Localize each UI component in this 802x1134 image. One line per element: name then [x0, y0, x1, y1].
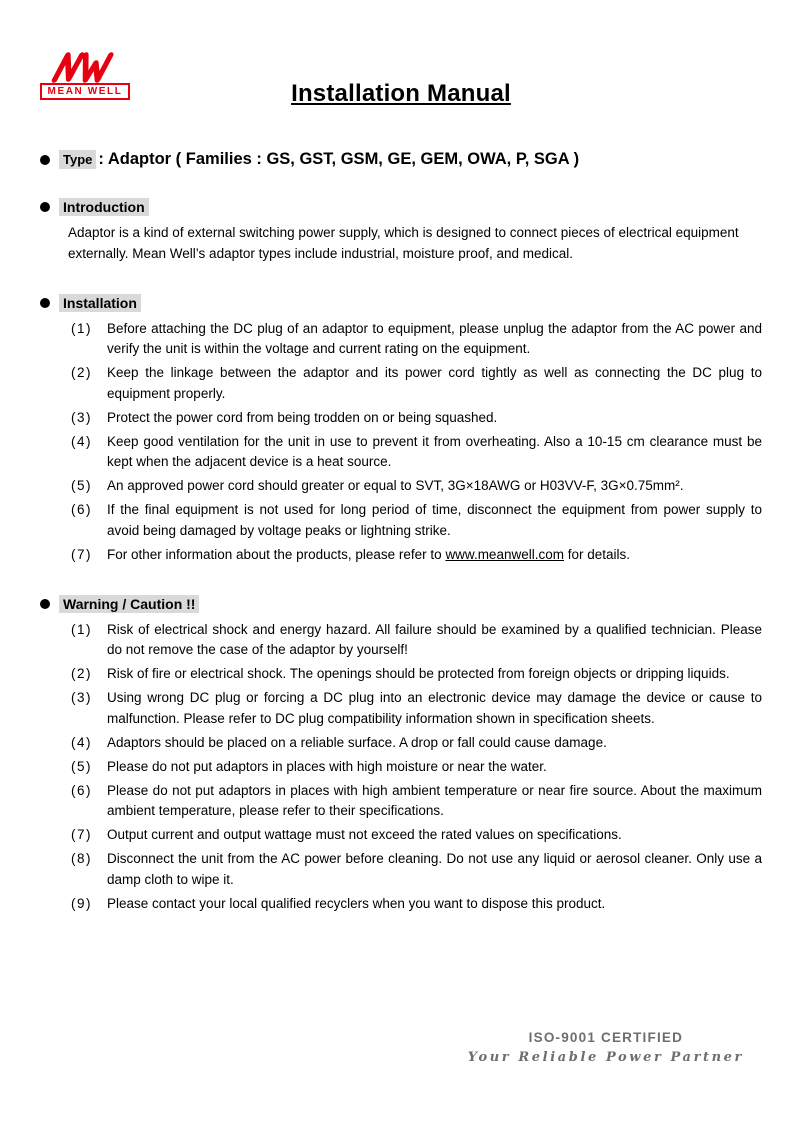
item-number: (8): [71, 851, 92, 867]
installation-heading-row: [40, 294, 762, 312]
list-item: [40, 688, 762, 729]
item-text-prefix: For other information about the products, please refer to: [107, 547, 446, 562]
list-item: [40, 476, 762, 497]
bullet-icon: [40, 202, 50, 212]
item-text: Risk of fire or electrical shock. The openings should be protected from foreign objects or dripping liquids.: [107, 666, 730, 682]
introduction-heading-row: [40, 198, 762, 216]
introduction-body: Adaptor is a kind of external switching power supply, which is designed to connect pieces of electrical equipment externally. Mean Well’s adaptor types include industrial, moisture proof, and medical.: [68, 225, 739, 261]
page-header: [0, 0, 802, 118]
page-footer: [468, 1030, 744, 1065]
item-text: An approved power cord should greater or equal to SVT, 3G×18AWG or H03VV-F, 3G×0.75mm².: [107, 478, 684, 494]
list-item: [40, 500, 762, 541]
item-number: (2): [71, 365, 92, 381]
list-item: [40, 733, 762, 754]
type-value: : Adaptor ( Families : GS, GST, GSM, GE, GEM, OWA, P, SGA ): [98, 150, 580, 168]
bullet-icon: [40, 599, 50, 609]
warning-heading: Warning / Caution !!: [59, 595, 199, 613]
item-text: Risk of electrical shock and energy hazard. All failure should be examined by a qualified technician. Please do not remove the case of the adaptor by yourself!: [107, 621, 762, 658]
installation-heading: Installation: [59, 294, 141, 312]
item-number: (7): [71, 547, 92, 562]
item-text: If the final equipment is not used for long period of time, disconnect the equipment from power supply to avoid being damaged by voltage peaks or lightning strike.: [107, 502, 762, 538]
list-item: [40, 757, 762, 778]
item-number: (5): [71, 758, 92, 774]
iso-certified-text: ISO-9001 CERTIFIED: [528, 1030, 684, 1045]
slogan-text: Your Reliable Power Partner: [467, 1050, 744, 1065]
list-item: [40, 849, 762, 890]
item-text: Before attaching the DC plug of an adaptor to equipment, please unplug the adaptor from the AC power and verify the unit is within the voltage and current rating on the equipment.: [107, 320, 762, 357]
list-item: [40, 363, 762, 404]
introduction-heading: Introduction: [59, 198, 149, 216]
item-number: (2): [71, 666, 92, 682]
bullet-icon: [40, 298, 50, 308]
list-item: [40, 781, 762, 822]
item-number: (9): [71, 895, 92, 911]
list-item: [40, 408, 762, 429]
item-text: Adaptors should be placed on a reliable surface. A drop or fall could cause damage.: [107, 734, 607, 750]
meanwell-logo: [40, 50, 130, 100]
section-installation: [40, 294, 762, 566]
item-text: Disconnect the unit from the AC power before cleaning. Do not use any liquid or aerosol cleaner. Only use a damp cloth to wipe it.: [107, 851, 762, 887]
item-number: (7): [71, 827, 92, 843]
item-number: (1): [71, 320, 92, 336]
item-text-suffix: for details.: [563, 547, 631, 562]
item-number: (3): [71, 409, 92, 425]
item-number: (1): [71, 621, 92, 637]
item-text: [107, 545, 762, 566]
list-item: [40, 319, 762, 360]
item-text: Keep the linkage between the adaptor and its power cord tightly as well as connecting the DC plug to equipment properly.: [107, 365, 762, 401]
item-text: Protect the power cord from being trodden on or being squashed.: [107, 409, 498, 425]
installation-items: [40, 319, 762, 566]
item-number: (3): [71, 690, 92, 706]
item-text: Keep good ventilation for the unit in use to prevent it from overheating. Also a 10-15 cm clearance must be kept when the adjacent device is a heat source.: [107, 433, 762, 470]
type-line: [40, 150, 762, 169]
item-text: Please contact your local qualified recyclers when you want to dispose this product.: [107, 895, 606, 911]
page-title: Installation Manual: [291, 80, 511, 107]
warning-heading-row: [40, 595, 762, 613]
logo-brand-text: MEAN WELL: [40, 83, 130, 100]
item-text: Please do not put adaptors in places with high moisture or near the water.: [107, 758, 547, 774]
item-number: (6): [71, 782, 92, 798]
list-item: [40, 825, 762, 846]
list-item: [40, 664, 762, 685]
type-label: Type: [59, 150, 96, 169]
section-introduction: [40, 198, 762, 265]
item-number: (5): [71, 478, 92, 494]
document-content: [0, 150, 802, 914]
list-item: [40, 432, 762, 473]
warning-items: [40, 620, 762, 915]
item-text: Using wrong DC plug or forcing a DC plug into an electronic device may damage the device or cause to malfunction. Please refer to DC plug compatibility information shown in specification sheets.: [107, 690, 762, 726]
list-item: [40, 894, 762, 915]
section-warning: [40, 595, 762, 915]
mw-logo-icon: [40, 50, 128, 84]
item-number: (4): [71, 734, 92, 750]
item-text: Please do not put adaptors in places with high ambient temperature or near fire source. About the maximum ambient temperature, please refer to their specifications.: [107, 782, 762, 819]
item-text: Output current and output wattage must not exceed the rated values on specifications.: [107, 827, 622, 843]
item-number: (6): [71, 502, 92, 518]
item-number: (4): [71, 433, 92, 449]
list-item: [40, 620, 762, 661]
bullet-icon: [40, 155, 50, 165]
meanwell-website-link[interactable]: www.meanwell.com: [445, 547, 564, 562]
list-item: [40, 545, 762, 566]
